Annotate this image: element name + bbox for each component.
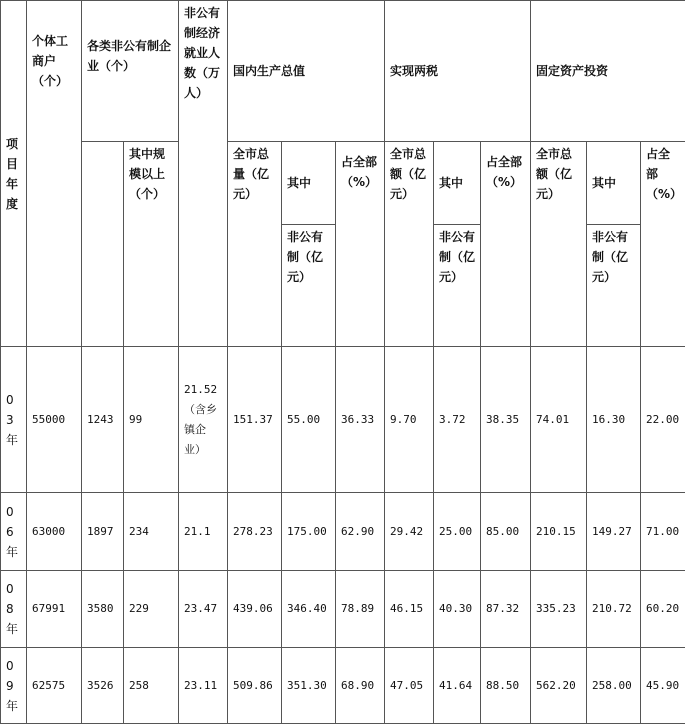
cell-above: 229 bbox=[124, 571, 179, 648]
cell-tax-nonpublic: 3.72 bbox=[434, 347, 481, 493]
cell-individual: 63000 bbox=[27, 493, 82, 571]
cell-gdp-total: 151.37 bbox=[228, 347, 282, 493]
header-employment: 非公有制经济就业人数（万人） bbox=[179, 1, 228, 347]
cell-invest-share: 22.00 bbox=[641, 347, 685, 493]
cell-year: 08年 bbox=[1, 571, 27, 648]
cell-employment: 21.52（含乡镇企业） bbox=[179, 347, 228, 493]
cell-invest-total: 74.01 bbox=[531, 347, 587, 493]
cell-above: 258 bbox=[124, 648, 179, 724]
cell-individual: 55000 bbox=[27, 347, 82, 493]
header-tax: 实现两税 bbox=[385, 1, 531, 142]
cell-gdp-nonpublic: 175.00 bbox=[282, 493, 336, 571]
cell-invest-nonpublic: 16.30 bbox=[587, 347, 641, 493]
cell-gdp-share: 62.90 bbox=[336, 493, 385, 571]
header-invest-nonpublic: 非公有制（亿元） bbox=[587, 225, 641, 347]
header-gdp-share: 占全部（%） bbox=[336, 142, 385, 347]
cell-tax-nonpublic: 25.00 bbox=[434, 493, 481, 571]
cell-enterprises: 3580 bbox=[82, 571, 124, 648]
cell-enterprises: 1897 bbox=[82, 493, 124, 571]
cell-tax-total: 47.05 bbox=[385, 648, 434, 724]
cell-gdp-nonpublic: 346.40 bbox=[282, 571, 336, 648]
header-tax-total: 全市总额（亿元） bbox=[385, 142, 434, 347]
cell-tax-share: 85.00 bbox=[481, 493, 531, 571]
cell-year: 09年 bbox=[1, 648, 27, 724]
header-tax-share: 占全部（%） bbox=[481, 142, 531, 347]
table-row bbox=[1, 347, 685, 493]
cell-gdp-nonpublic: 351.30 bbox=[282, 648, 336, 724]
cell-individual: 62575 bbox=[27, 648, 82, 724]
cell-gdp-share: 36.33 bbox=[336, 347, 385, 493]
header-gdp: 国内生产总值 bbox=[228, 1, 385, 142]
cell-gdp-total: 278.23 bbox=[228, 493, 282, 571]
cell-gdp-share: 68.90 bbox=[336, 648, 385, 724]
cell-individual: 67991 bbox=[27, 571, 82, 648]
header-item-year: 项目年度 bbox=[1, 1, 27, 347]
header-enterprises-blank bbox=[82, 142, 124, 347]
cell-tax-total: 9.70 bbox=[385, 347, 434, 493]
cell-enterprises: 3526 bbox=[82, 648, 124, 724]
header-invest-of-which: 其中 bbox=[587, 142, 641, 225]
cell-invest-total: 210.15 bbox=[531, 493, 587, 571]
cell-tax-total: 46.15 bbox=[385, 571, 434, 648]
cell-year: 06年 bbox=[1, 493, 27, 571]
header-enterprises: 各类非公有制企业（个） bbox=[82, 1, 179, 142]
cell-invest-total: 562.20 bbox=[531, 648, 587, 724]
table-row bbox=[1, 571, 685, 648]
cell-invest-share: 60.20 bbox=[641, 571, 685, 648]
cell-invest-nonpublic: 149.27 bbox=[587, 493, 641, 571]
cell-above: 234 bbox=[124, 493, 179, 571]
cell-invest-share: 45.90 bbox=[641, 648, 685, 724]
cell-invest-total: 335.23 bbox=[531, 571, 587, 648]
cell-employment: 21.1 bbox=[179, 493, 228, 571]
cell-invest-nonpublic: 258.00 bbox=[587, 648, 641, 724]
cell-tax-share: 38.35 bbox=[481, 347, 531, 493]
cell-tax-nonpublic: 41.64 bbox=[434, 648, 481, 724]
cell-invest-nonpublic: 210.72 bbox=[587, 571, 641, 648]
cell-invest-share: 71.00 bbox=[641, 493, 685, 571]
cell-tax-total: 29.42 bbox=[385, 493, 434, 571]
header-individual: 个体工商户（个） bbox=[27, 1, 82, 347]
cell-employment: 23.11 bbox=[179, 648, 228, 724]
header-tax-of-which: 其中 bbox=[434, 142, 481, 225]
cell-tax-share: 87.32 bbox=[481, 571, 531, 648]
header-enterprises-above: 其中规模以上（个） bbox=[124, 142, 179, 347]
header-gdp-total: 全市总量（亿元） bbox=[228, 142, 282, 347]
cell-year: 03年 bbox=[1, 347, 27, 493]
table-row bbox=[1, 493, 685, 571]
header-invest: 固定资产投资 bbox=[531, 1, 685, 142]
table-row bbox=[1, 648, 685, 724]
header-gdp-nonpublic: 非公有制（亿元） bbox=[282, 225, 336, 347]
header-gdp-of-which: 其中 bbox=[282, 142, 336, 225]
cell-gdp-nonpublic: 55.00 bbox=[282, 347, 336, 493]
cell-enterprises: 1243 bbox=[82, 347, 124, 493]
cell-gdp-total: 439.06 bbox=[228, 571, 282, 648]
cell-above: 99 bbox=[124, 347, 179, 493]
header-tax-nonpublic: 非公有制（亿元） bbox=[434, 225, 481, 347]
header-invest-total: 全市总额（亿元） bbox=[531, 142, 587, 347]
cell-tax-nonpublic: 40.30 bbox=[434, 571, 481, 648]
cell-gdp-share: 78.89 bbox=[336, 571, 385, 648]
cell-employment: 23.47 bbox=[179, 571, 228, 648]
header-invest-share: 占全部（%） bbox=[641, 142, 685, 347]
cell-tax-share: 88.50 bbox=[481, 648, 531, 724]
cell-gdp-total: 509.86 bbox=[228, 648, 282, 724]
